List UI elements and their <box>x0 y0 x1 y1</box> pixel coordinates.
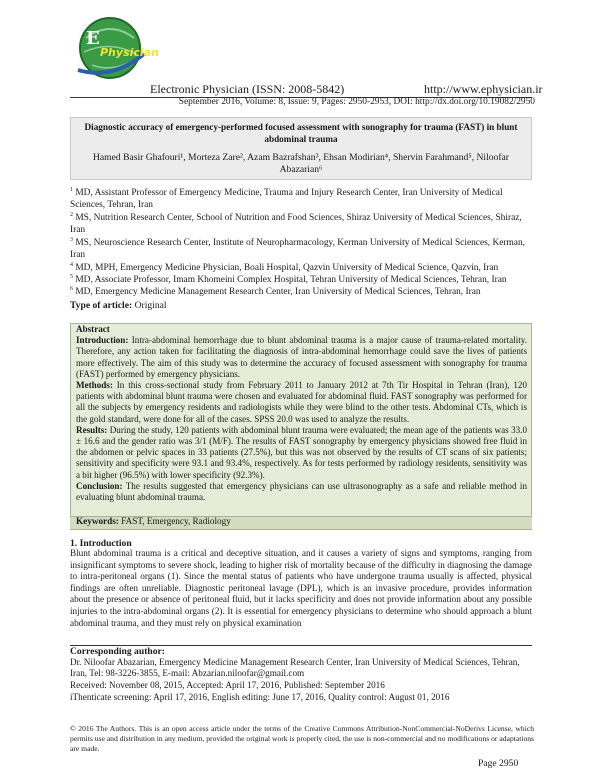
license-text: © 2016 The Authors. This is an open access article under the terms of the Creative Commons Attribution-NonCommercial-NoDerivs License, which permits use and distribution in any medium, provided the original work is properly cited, the use is non-commercial and no modifications or adaptations are made. <box>70 724 534 753</box>
logo-wordmark: Physician <box>100 46 159 59</box>
paper-title: Diagnostic accuracy of emergency-performed focused assessment with sonography for trauma (FAST) in blunt abdominal trauma <box>84 122 518 144</box>
received-dates: Received: November 08, 2015, Accepted: April 17, 2016, Published: September 2016 <box>70 680 385 690</box>
journal-title: Electronic Physician (ISSN: 2008-5842) <box>150 82 345 96</box>
page-number: Page 2950 <box>478 758 519 769</box>
logo-letter: E <box>86 28 100 49</box>
affiliation-4: $^4$ MD, MPH, Emergency Medicine Physician, Boali Hospital, Qazvin University of Medical Science, Qazvin, Iran <box>70 262 499 274</box>
author-list: Hamed Basir Ghafouri¹, Morteza Zare², Azam Bazrafshan³, Ehsan Modirian⁴, Shervin Farahmand⁵, Niloofar Abazarian⁶ <box>93 152 509 175</box>
journal-url[interactable]: http://www.ephysician.ir <box>424 82 543 96</box>
introduction-text: Blunt abdominal trauma is a critical and deceptive situation, and it causes a variety of signs and symptoms, ranging from insignificant symptoms to severe shock, leading to higher risk of mortality because of the difficulty in diagnosing the damage to intra-peritoneal organs (1). Since the mental status of patients who have undergone trauma usually is affected, physical findings are often unreliable. Diagnostic peritoneal lavage (DPL), which is an invasive procedure, provides information about the presence or absence of peritoneal fluid, but it lacks specificity and does not provide information about any possible injuries to the intra-abdominal organs (2). It is essential for emergency physicians to determine who should approach a blunt abdominal trauma, and they must rely on physical examination <box>70 548 532 628</box>
abstract-conclusion: Conclusion: The results suggested that emergency physicians can use ultrasonography as a safe and reliable method in evaluating blunt abdominal trauma. <box>76 480 527 503</box>
article-type: Type of article: Original <box>70 300 167 311</box>
affiliation-1: $^1$ MD, Assistant Professor of Emergency Medicine, Trauma and Injury Research Center, Iran University of Medical Sciences, Tehran, Iran <box>70 187 503 211</box>
abstract-heading: Abstract <box>76 324 110 334</box>
affiliation-5: $^5$ MD, Associate Professor, Imam Khomeini Complex Hospital, Tehran University of Medical Sciences, Tehran, Iran <box>70 274 507 286</box>
abstract-body <box>76 324 527 503</box>
abstract-methods: Methods: In this cross-sectional study from February 2011 to January 2012 at 7th Tir Hospital in Tehran (Iran), 120 patients with abdominal blunt trauma were chosen and evaluated for abdominal fluid. FAST sonography was performed for all the subjects by emergency residents and radiologists while they were blind to the other tests. Abdominal CTs, which is the gold standard, were done for all of the cases. SPSS 20.0 was used to analyze the results. <box>76 380 528 424</box>
abstract-results: Results: During the study, 120 patients with abdominal blunt trauma were evaluated; the mean age of the patients was 33.0 ± 16.6 and the gender ratio was 3/1 (M/F). The results of FAST sonography by emergency physicians showed free fluid in the abdomen or pelvic spaces in 33 patients (27.5%), but this was not observed by the results of CT scans of six patients; sensitivity and specificity were 93.1 and 93.4%, respectively. As for tests performed by radiology residents, sensitivity was a bit higher (96.5%) with lower specificity (92.3%). <box>76 424 527 480</box>
keywords: Keywords: FAST, Emergency, Radiology <box>76 516 231 526</box>
journal-logo <box>72 10 159 86</box>
affiliation-6: $^6$ MD, Emergency Medicine Management Research Center, Iran University of Medical Sciences, Tehran, Iran <box>70 286 481 298</box>
affiliation-3: $^3$ MS, Neuroscience Research Center, Institute of Neuropharmacology, Kerman University of Medical Sciences, Kerman, Iran <box>70 237 525 261</box>
corresponding-heading: Corresponding author: <box>70 646 165 657</box>
affiliation-2: $^2$ MS, Nutrition Research Center, School of Nutrition and Food Sciences, Shiraz University of Medical Sciences, Shiraz, Iran <box>70 212 522 236</box>
abstract-introduction: Introduction: Intra-abdominal hemorrhage due to blunt abdominal trauma is a major cause of trauma-related mortality. Therefore, any action taken for facilitating the diagnosis of intra-abdominal hemorrhage could save the lives of patients more effectively. The aim of this study was to determine the accuracy of focused assessment with sonography for trauma (FAST) performed by emergency physicians. <box>76 335 527 379</box>
screening-dates: iThenticate screening: April 17, 2016, English editing: June 17, 2016, Quality control: August 01, 2016 <box>70 692 450 702</box>
corresponding-details: Dr. Niloofar Abazarian, Emergency Medicine Management Research Center, Iran University of Medical Sciences, Tehran, Iran, Tel: 98-3226-3855, E-mail: Abzarian.niloofar@gmail.com <box>70 657 520 679</box>
citation-line: September 2016, Volume: 8, Issue: 9, Pages: 2950-2953, DOI: http://dx.doi.org/10.19082/2950 <box>178 97 535 107</box>
introduction-heading: 1. Introduction <box>70 538 132 549</box>
